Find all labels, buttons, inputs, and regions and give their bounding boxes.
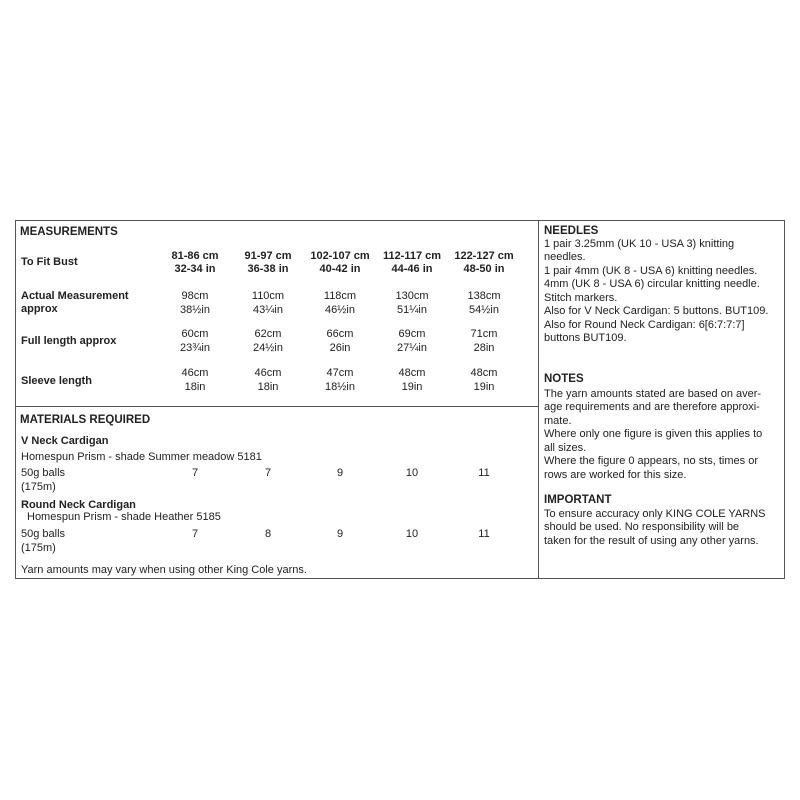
length-size-3-cm: 66cm <box>326 328 354 340</box>
bust-size-5-cm: 122-127 cm <box>454 250 514 262</box>
round-neck-unit: 50g balls <box>21 528 66 540</box>
notes-line-6: Where the figure 0 appears, no sts, times or <box>544 455 758 467</box>
needles-line-5: Stitch markers. <box>544 292 618 304</box>
length-size-3-in: 26in <box>329 342 351 354</box>
actual-size-3-in: 46½in <box>325 304 355 316</box>
length-size-2-cm: 62cm <box>254 328 282 340</box>
length-size-5-in: 28in <box>473 342 495 354</box>
bust-size-2-in: 36-38 in <box>247 263 289 275</box>
sleeve-size-3-cm: 47cm <box>326 367 354 379</box>
sleeve-size-1-cm: 46cm <box>181 367 209 379</box>
row-label-sleeve: Sleeve length <box>21 375 92 387</box>
needles-line-4: 4mm (UK 8 - USA 6) circular knitting needle. <box>544 278 760 290</box>
round-neck-balls-1: 7 <box>191 528 199 540</box>
round-neck-yarn: Homespun Prism - shade Heather 5185 <box>27 511 221 523</box>
notes-line-4: Where only one figure is given this applies to <box>544 428 763 440</box>
needles-line-8: buttons BUT109. <box>544 332 627 344</box>
sleeve-size-5-cm: 48cm <box>470 367 498 379</box>
v-neck-balls-3: 9 <box>336 467 344 479</box>
v-neck-balls-1: 7 <box>191 467 199 479</box>
row-label-actual-2: approx <box>21 303 58 315</box>
section-divider <box>15 406 539 407</box>
round-neck-title: Round Neck Cardigan <box>21 499 136 511</box>
needles-line-3: 1 pair 4mm (UK 8 - USA 6) knitting needles. <box>544 265 758 277</box>
actual-size-4-in: 51¼in <box>397 304 427 316</box>
v-neck-unit-2: (175m) <box>21 481 56 493</box>
needles-heading: NEEDLES <box>544 225 599 237</box>
actual-size-1-cm: 98cm <box>181 290 209 302</box>
length-size-4-cm: 69cm <box>398 328 426 340</box>
round-neck-balls-2: 8 <box>264 528 272 540</box>
actual-size-5-in: 54½in <box>469 304 499 316</box>
length-size-5-cm: 71cm <box>470 328 498 340</box>
actual-size-3-cm: 118cm <box>323 290 357 302</box>
v-neck-balls-5: 11 <box>478 467 490 479</box>
sleeve-size-1-in: 18in <box>184 381 206 393</box>
important-line-2: should be used. No responsibility will be <box>544 521 740 533</box>
notes-line-5: all sizes. <box>544 442 587 454</box>
notes-line-2: age requirements and are therefore approxi- <box>544 401 760 413</box>
actual-size-2-in: 43¼in <box>253 304 283 316</box>
round-neck-balls-5: 11 <box>478 528 490 540</box>
length-size-4-in: 27¼in <box>397 342 427 354</box>
important-heading: IMPORTANT <box>544 494 612 506</box>
sleeve-size-2-in: 18in <box>257 381 279 393</box>
actual-size-4-cm: 130cm <box>395 290 429 302</box>
sleeve-size-4-cm: 48cm <box>398 367 426 379</box>
length-size-2-in: 24½in <box>253 342 283 354</box>
bust-size-4-cm: 112-117 cm <box>382 250 442 262</box>
length-size-1-in: 23¾in <box>180 342 210 354</box>
bust-size-1-cm: 81-86 cm <box>171 250 219 262</box>
length-size-1-cm: 60cm <box>181 328 209 340</box>
measurements-heading: MEASUREMENTS <box>20 226 118 238</box>
important-line-1: To ensure accuracy only KING COLE YARNS <box>544 508 766 520</box>
sleeve-size-5-in: 19in <box>473 381 495 393</box>
bust-size-5-in: 48-50 in <box>463 263 505 275</box>
notes-line-1: The yarn amounts stated are based on aver- <box>544 388 762 400</box>
round-neck-balls-4: 10 <box>405 528 419 540</box>
needles-line-6: Also for V Neck Cardigan: 5 buttons. BUT109. <box>544 305 769 317</box>
needles-line-2: needles. <box>544 251 586 263</box>
needles-line-7: Also for Round Neck Cardigan: 6[6:7:7:7] <box>544 319 745 331</box>
notes-line-3: mate. <box>544 415 572 427</box>
row-label-length: Full length approx <box>21 335 117 347</box>
sleeve-size-3-in: 18½in <box>325 381 355 393</box>
round-neck-unit-2: (175m) <box>21 542 56 554</box>
actual-size-5-cm: 138cm <box>467 290 501 302</box>
bust-size-2-cm: 91-97 cm <box>244 250 292 262</box>
row-label-bust: To Fit Bust <box>21 256 78 268</box>
bust-size-1-in: 32-34 in <box>174 263 216 275</box>
v-neck-balls-2: 7 <box>264 467 272 479</box>
materials-footnote: Yarn amounts may vary when using other King Cole yarns. <box>21 564 307 576</box>
important-line-3: taken for the result of using any other yarns. <box>544 535 759 547</box>
column-divider <box>538 220 539 579</box>
needles-line-1: 1 pair 3.25mm (UK 10 - USA 3) knitting <box>544 238 735 250</box>
v-neck-title: V Neck Cardigan <box>21 435 109 447</box>
bust-size-3-in: 40-42 in <box>319 263 361 275</box>
v-neck-unit: 50g balls <box>21 467 66 479</box>
materials-heading: MATERIALS REQUIRED <box>20 414 151 426</box>
bust-size-4-in: 44-46 in <box>391 263 433 275</box>
notes-heading: NOTES <box>544 373 584 385</box>
sleeve-size-4-in: 19in <box>401 381 423 393</box>
notes-line-7: rows are worked for this size. <box>544 469 687 481</box>
actual-size-2-cm: 110cm <box>251 290 285 302</box>
sleeve-size-2-cm: 46cm <box>254 367 282 379</box>
row-label-actual: Actual Measurement <box>21 290 129 302</box>
v-neck-balls-4: 10 <box>405 467 419 479</box>
v-neck-yarn: Homespun Prism - shade Summer meadow 5181 <box>21 451 262 463</box>
round-neck-balls-3: 9 <box>336 528 344 540</box>
bust-size-3-cm: 102-107 cm <box>310 250 370 262</box>
actual-size-1-in: 38½in <box>180 304 210 316</box>
